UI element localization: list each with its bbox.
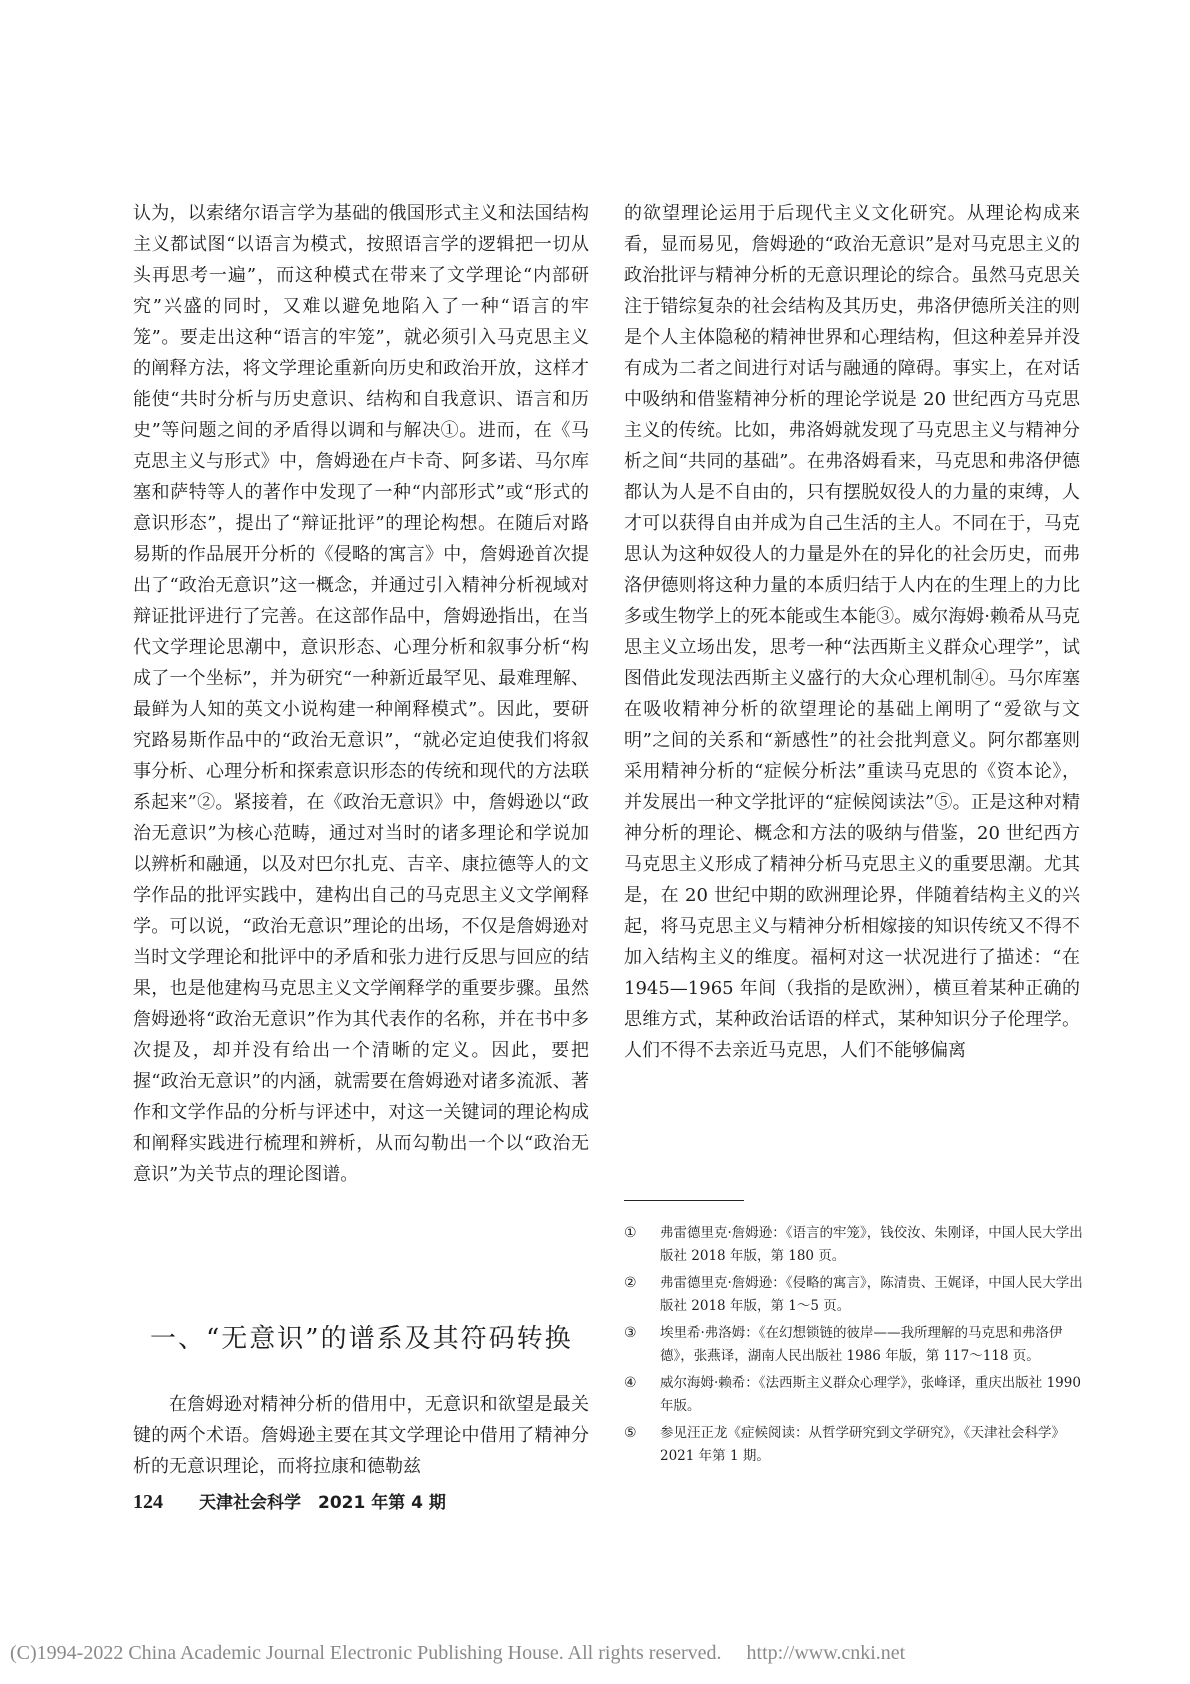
footnote-number: ④ bbox=[624, 1375, 637, 1391]
footnote-text: 埃里希·弗洛姆：《在幻想锁链的彼岸——我所理解的马克思和弗洛伊德》，张燕译，湖南人民出版社 1986 年版，第 117～118 页。 bbox=[660, 1325, 1063, 1364]
footnote-text: 威尔海姆·赖希：《法西斯主义群众心理学》，张峰译，重庆出版社 1990 年版。 bbox=[660, 1375, 1081, 1414]
footnote-number: ② bbox=[624, 1275, 637, 1291]
body-column-right bbox=[624, 198, 1080, 1066]
journal-issue: 天津社会科学 2021 年第 4 期 bbox=[199, 1493, 446, 1513]
body-column-left-lower bbox=[133, 1389, 589, 1482]
footnote-divider bbox=[624, 1200, 744, 1201]
footnotes bbox=[624, 1222, 1084, 1472]
body-column-left bbox=[133, 198, 589, 1190]
footnote bbox=[624, 1322, 1084, 1368]
footnote-number: ③ bbox=[624, 1325, 637, 1341]
footnote bbox=[624, 1222, 1084, 1268]
footnote-number: ⑤ bbox=[624, 1425, 637, 1441]
page-footer bbox=[133, 1488, 446, 1514]
body-paragraph: 认为，以索绪尔语言学为基础的俄国形式主义和法国结构主义都试图“以语言为模式，按照语言学的逻辑把一切从头再思考一遍”，而这种模式在带来了文学理论“内部研究”兴盛的同时，又难以避免地陷入了一种“语言的牢笼”。要走出这种“语言的牢笼”，就必须引入马克思主义的阐释方法，将文学理论重新向历史和政治开放，这样才能使“共时分析与历史意识、结构和自我意识、语言和历史”等问题之间的矛盾得以调和与解决①。进而，在《马克思主义与形式》中，詹姆逊在卢卡奇、阿多诺、马尔库塞和萨特等人的著作中发现了一种“内部形式”或“形式的意识形态”，提出了“辩证批评”的理论构想。在随后对路易斯的作品展开分析的《侵略的寓言》中，詹姆逊首次提出了“政治无意识”这一概念，并通过引入精神分析视域对辩证批评进行了完善。在这部作品中，詹姆逊指出，在当代文学理论思潮中，意识形态、心理分析和叙事分析“构成了一个坐标”，并为研究“一种新近最罕见、最难理解、最鲜为人知的英文小说构建一种阐释模式”。因此，要研究路易斯作品中的“政治无意识”，“就必定迫使我们将叙事分析、心理分析和探索意识形态的传统和现代的方法联系起来”②。紧接着，在《政治无意识》中，詹姆逊以“政治无意识”为核心范畴，通过对当时的诸多理论和学说加以辨析和融通，以及对巴尔扎克、吉辛、康拉德等人的文学作品的批评实践中，建构出自己的马克思主义文学阐释学。可以说，“政治无意识”理论的出场，不仅是詹姆逊对当时文学理论和批评中的矛盾和张力进行反思与回应的结果，也是他建构马克思主义文学阐释学的重要步骤。虽然詹姆逊将“政治无意识”作为其代表作的名称，并在书中多次提及，却并没有给出一个清晰的定义。因此，要把握“政治无意识”的内涵，就需要在詹姆逊对诸多流派、著作和文学作品的分析与评述中，对这一关键词的理论构成和阐释实践进行梳理和辨析，从而勾勒出一个以“政治无意识”为关节点的理论图谱。 bbox=[133, 203, 589, 1185]
page-number: 124 bbox=[133, 1491, 163, 1513]
body-paragraph: 在詹姆逊对精神分析的借用中，无意识和欲望是最关键的两个术语。詹姆逊主要在其文学理论中借用了精神分析的无意识理论，而将拉康和德勒兹 bbox=[133, 1394, 589, 1477]
footnote-number: ① bbox=[624, 1225, 637, 1241]
footnote bbox=[624, 1422, 1084, 1468]
body-paragraph: 的欲望理论运用于后现代主义文化研究。从理论构成来看，显而易见，詹姆逊的“政治无意识”是对马克思主义的政治批评与精神分析的无意识理论的综合。虽然马克思关注于错综复杂的社会结构及其历史，弗洛伊德所关注的则是个人主体隐秘的精神世界和心理结构，但这种差异并没有成为二者之间进行对话与融通的障碍。事实上，在对话中吸纳和借鉴精神分析的理论学说是 20 世纪西方马克思主义的传统。比如，弗洛姆就发现了马克思主义与精神分析之间“共同的基础”。在弗洛姆看来，马克思和弗洛伊德都认为人是不自由的，只有摆脱奴役人的力量的束缚，人才可以获得自由并成为自己生活的主人。不同在于，马克思认为这种奴役人的力量是外在的异化的社会历史，而弗洛伊德则将这种力量的本质归结于人内在的生理上的力比多或生物学上的死本能或生本能③。威尔海姆·赖希从马克思主义立场出发，思考一种“法西斯主义群众心理学”，试图借此发现法西斯主义盛行的大众心理机制④。马尔库塞在吸收精神分析的欲望理论的基础上阐明了“爱欲与文明”之间的关系和“新感性”的社会批判意义。阿尔都塞则采用精神分析的“症候分析法”重读马克思的《资本论》，并发展出一种文学批评的“症候阅读法”⑤。正是这种对精神分析的理论、概念和方法的吸纳与借鉴，20 世纪西方马克思主义形成了精神分析马克思主义的重要思潮。尤其是，在 20 世纪中期的欧洲理论界，伴随着结构主义的兴起，将马克思主义与精神分析相嫁接的知识传统又不得不加入结构主义的维度。福柯对这一状况进行了描述：“在 1945—1965 年间（我指的是欧洲），横亘着某种正确的思维方式，某种政治话语的样式，某种知识分子伦理学。人们不得不去亲近马克思，人们不能够偏离 bbox=[624, 203, 1080, 1061]
footnote-text: 弗雷德里克·詹姆逊：《侵略的寓言》，陈清贵、王娓译，中国人民大学出版社 2018 年版，第 1～5 页。 bbox=[660, 1275, 1083, 1314]
section-heading: 一、“无意识”的谱系及其符码转换 bbox=[150, 1324, 573, 1354]
footnote bbox=[624, 1272, 1084, 1318]
footnote-text: 参见汪正龙《症候阅读：从哲学研究到文学研究》，《天津社会科学》2021 年第 1 期。 bbox=[660, 1425, 1065, 1464]
footnote bbox=[624, 1372, 1084, 1418]
footnote-text: 弗雷德里克·詹姆逊：《语言的牢笼》，钱佼汝、朱刚译，中国人民大学出版社 2018 年版，第 180 页。 bbox=[660, 1225, 1083, 1264]
copyright-notice: (C)1994-2022 China Academic Journal Electronic Publishing House. All rights reserved. http://www.cnki.net bbox=[10, 1642, 906, 1664]
